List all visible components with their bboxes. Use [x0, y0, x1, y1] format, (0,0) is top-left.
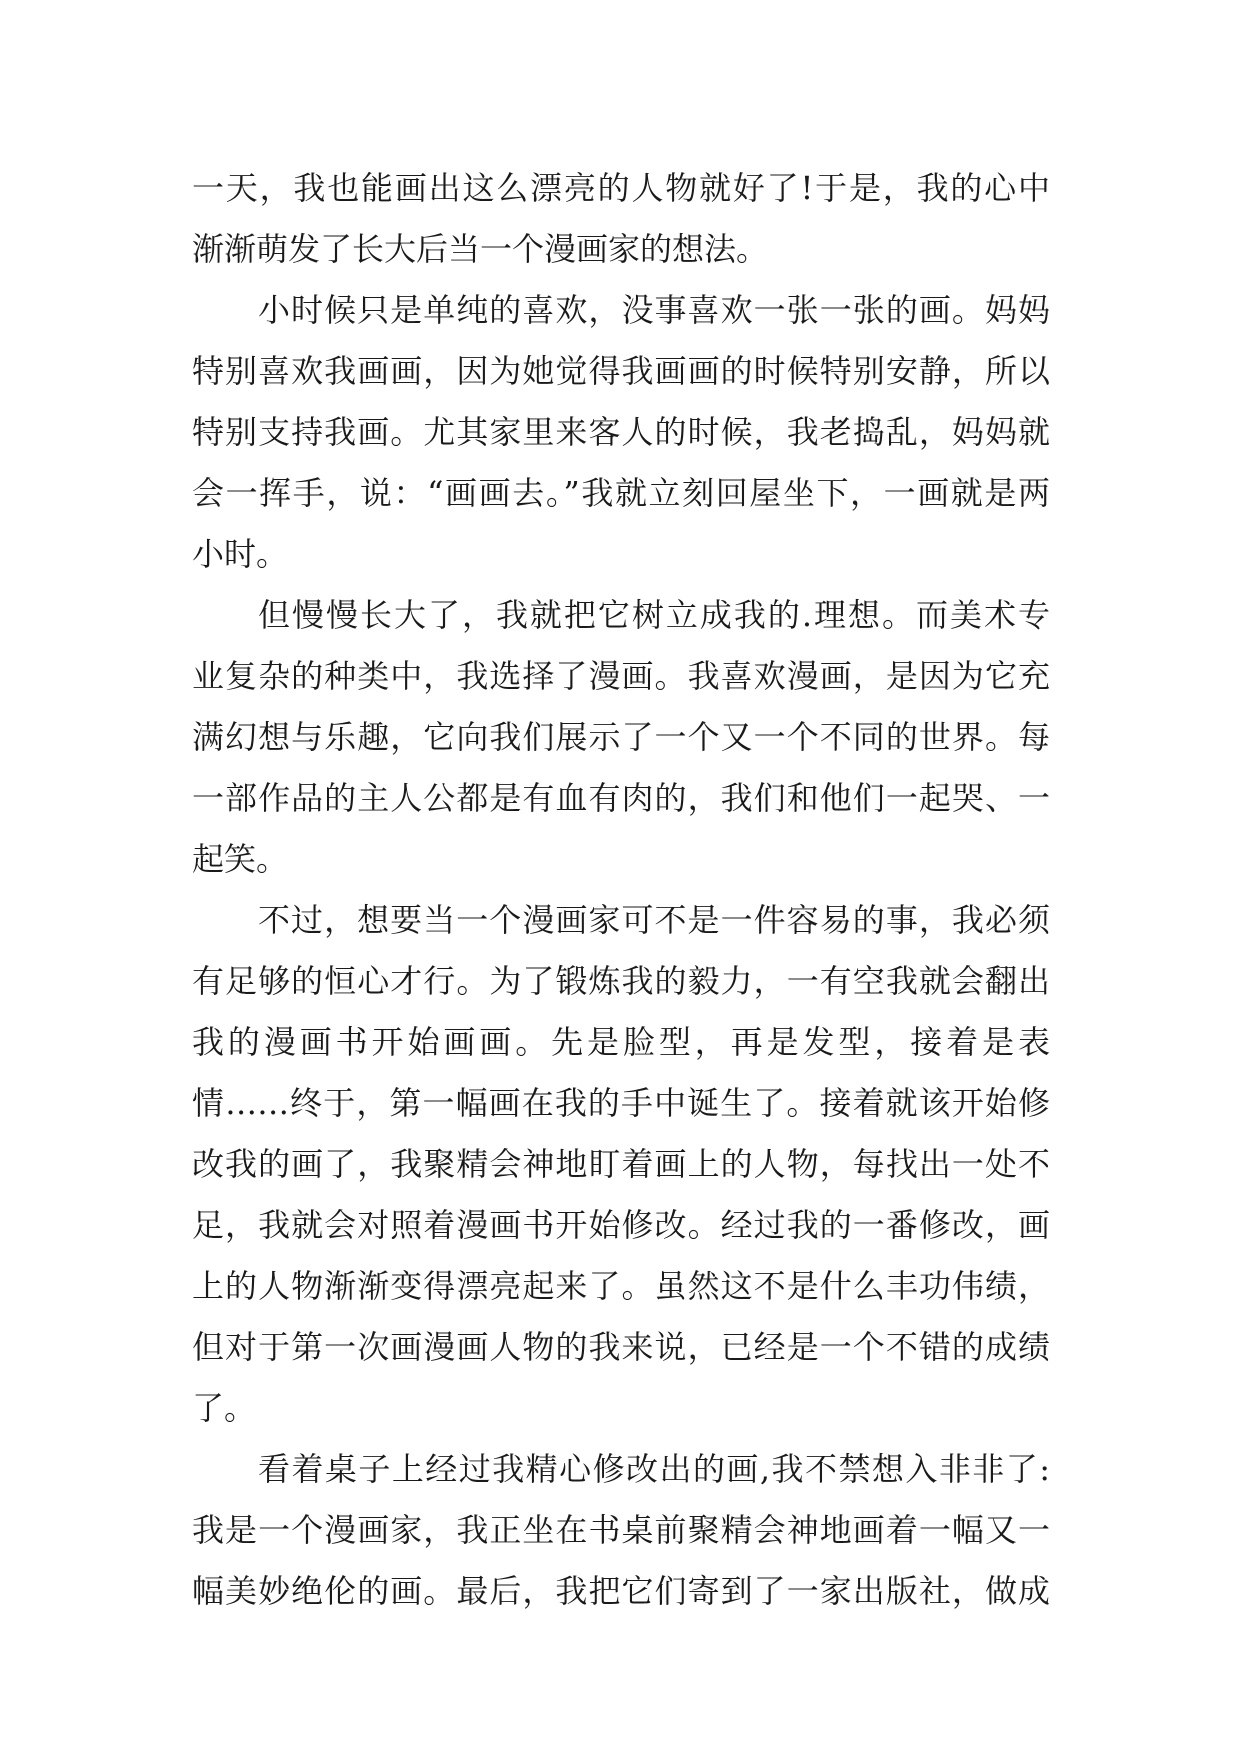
- text-line: 一部作品的主人公都是有血有肉的，我们和他们一起哭、一: [192, 779, 1050, 817]
- text-line: 幅美妙绝伦的画。最后，我把它们寄到了一家出版社，做成: [192, 1572, 1050, 1610]
- text-line: 业复杂的种类中，我选择了漫画。我喜欢漫画，是因为它充: [192, 657, 1050, 695]
- text-line: 不过，想要当一个漫画家可不是一件容易的事，我必须: [258, 901, 1050, 939]
- text-line: 特别喜欢我画画，因为她觉得我画画的时候特别安静，所以: [192, 352, 1050, 390]
- text-line: 我的漫画书开始画画。先是脸型，再是发型，接着是表: [192, 1023, 1050, 1061]
- text-line: 但慢慢长大了，我就把它树立成我的.理想。而美术专: [258, 596, 1050, 634]
- text-line: 足，我就会对照着漫画书开始修改。经过我的一番修改，画: [192, 1206, 1050, 1244]
- text-line: 小时候只是单纯的喜欢，没事喜欢一张一张的画。妈妈: [258, 291, 1050, 329]
- text-line: 我是一个漫画家，我正坐在书桌前聚精会神地画着一幅又一: [192, 1511, 1050, 1549]
- text-line: 情……终于，第一幅画在我的手中诞生了。接着就该开始修: [192, 1084, 1050, 1122]
- text-line: 有足够的恒心才行。为了锻炼我的毅力，一有空我就会翻出: [192, 962, 1050, 1000]
- text-line: 了。: [192, 1389, 257, 1427]
- text-line: 满幻想与乐趣，它向我们展示了一个又一个不同的世界。每: [192, 718, 1050, 756]
- essay-text: [192, 158, 1050, 1622]
- text-line: 小时。: [192, 535, 289, 573]
- text-line: 渐渐萌发了长大后当一个漫画家的想法。: [192, 230, 769, 268]
- text-line: 改我的画了，我聚精会神地盯着画上的人物，每找出一处不: [192, 1145, 1050, 1183]
- text-line: 但对于第一次画漫画人物的我来说，已经是一个不错的成绩: [192, 1328, 1050, 1366]
- text-line: 起笑。: [192, 840, 289, 878]
- text-line: 看着桌子上经过我精心修改出的画,我不禁想入非非了:: [258, 1450, 1050, 1488]
- text-line: 特别支持我画。尤其家里来客人的时候，我老捣乱，妈妈就: [192, 413, 1050, 451]
- text-line: 上的人物渐渐变得漂亮起来了。虽然这不是什么丰功伟绩，: [192, 1267, 1050, 1305]
- text-line: 一天，我也能画出这么漂亮的人物就好了!于是，我的心中: [192, 169, 1050, 207]
- text-line: 会一挥手，说：“画画去。”我就立刻回屋坐下，一画就是两: [192, 474, 1050, 512]
